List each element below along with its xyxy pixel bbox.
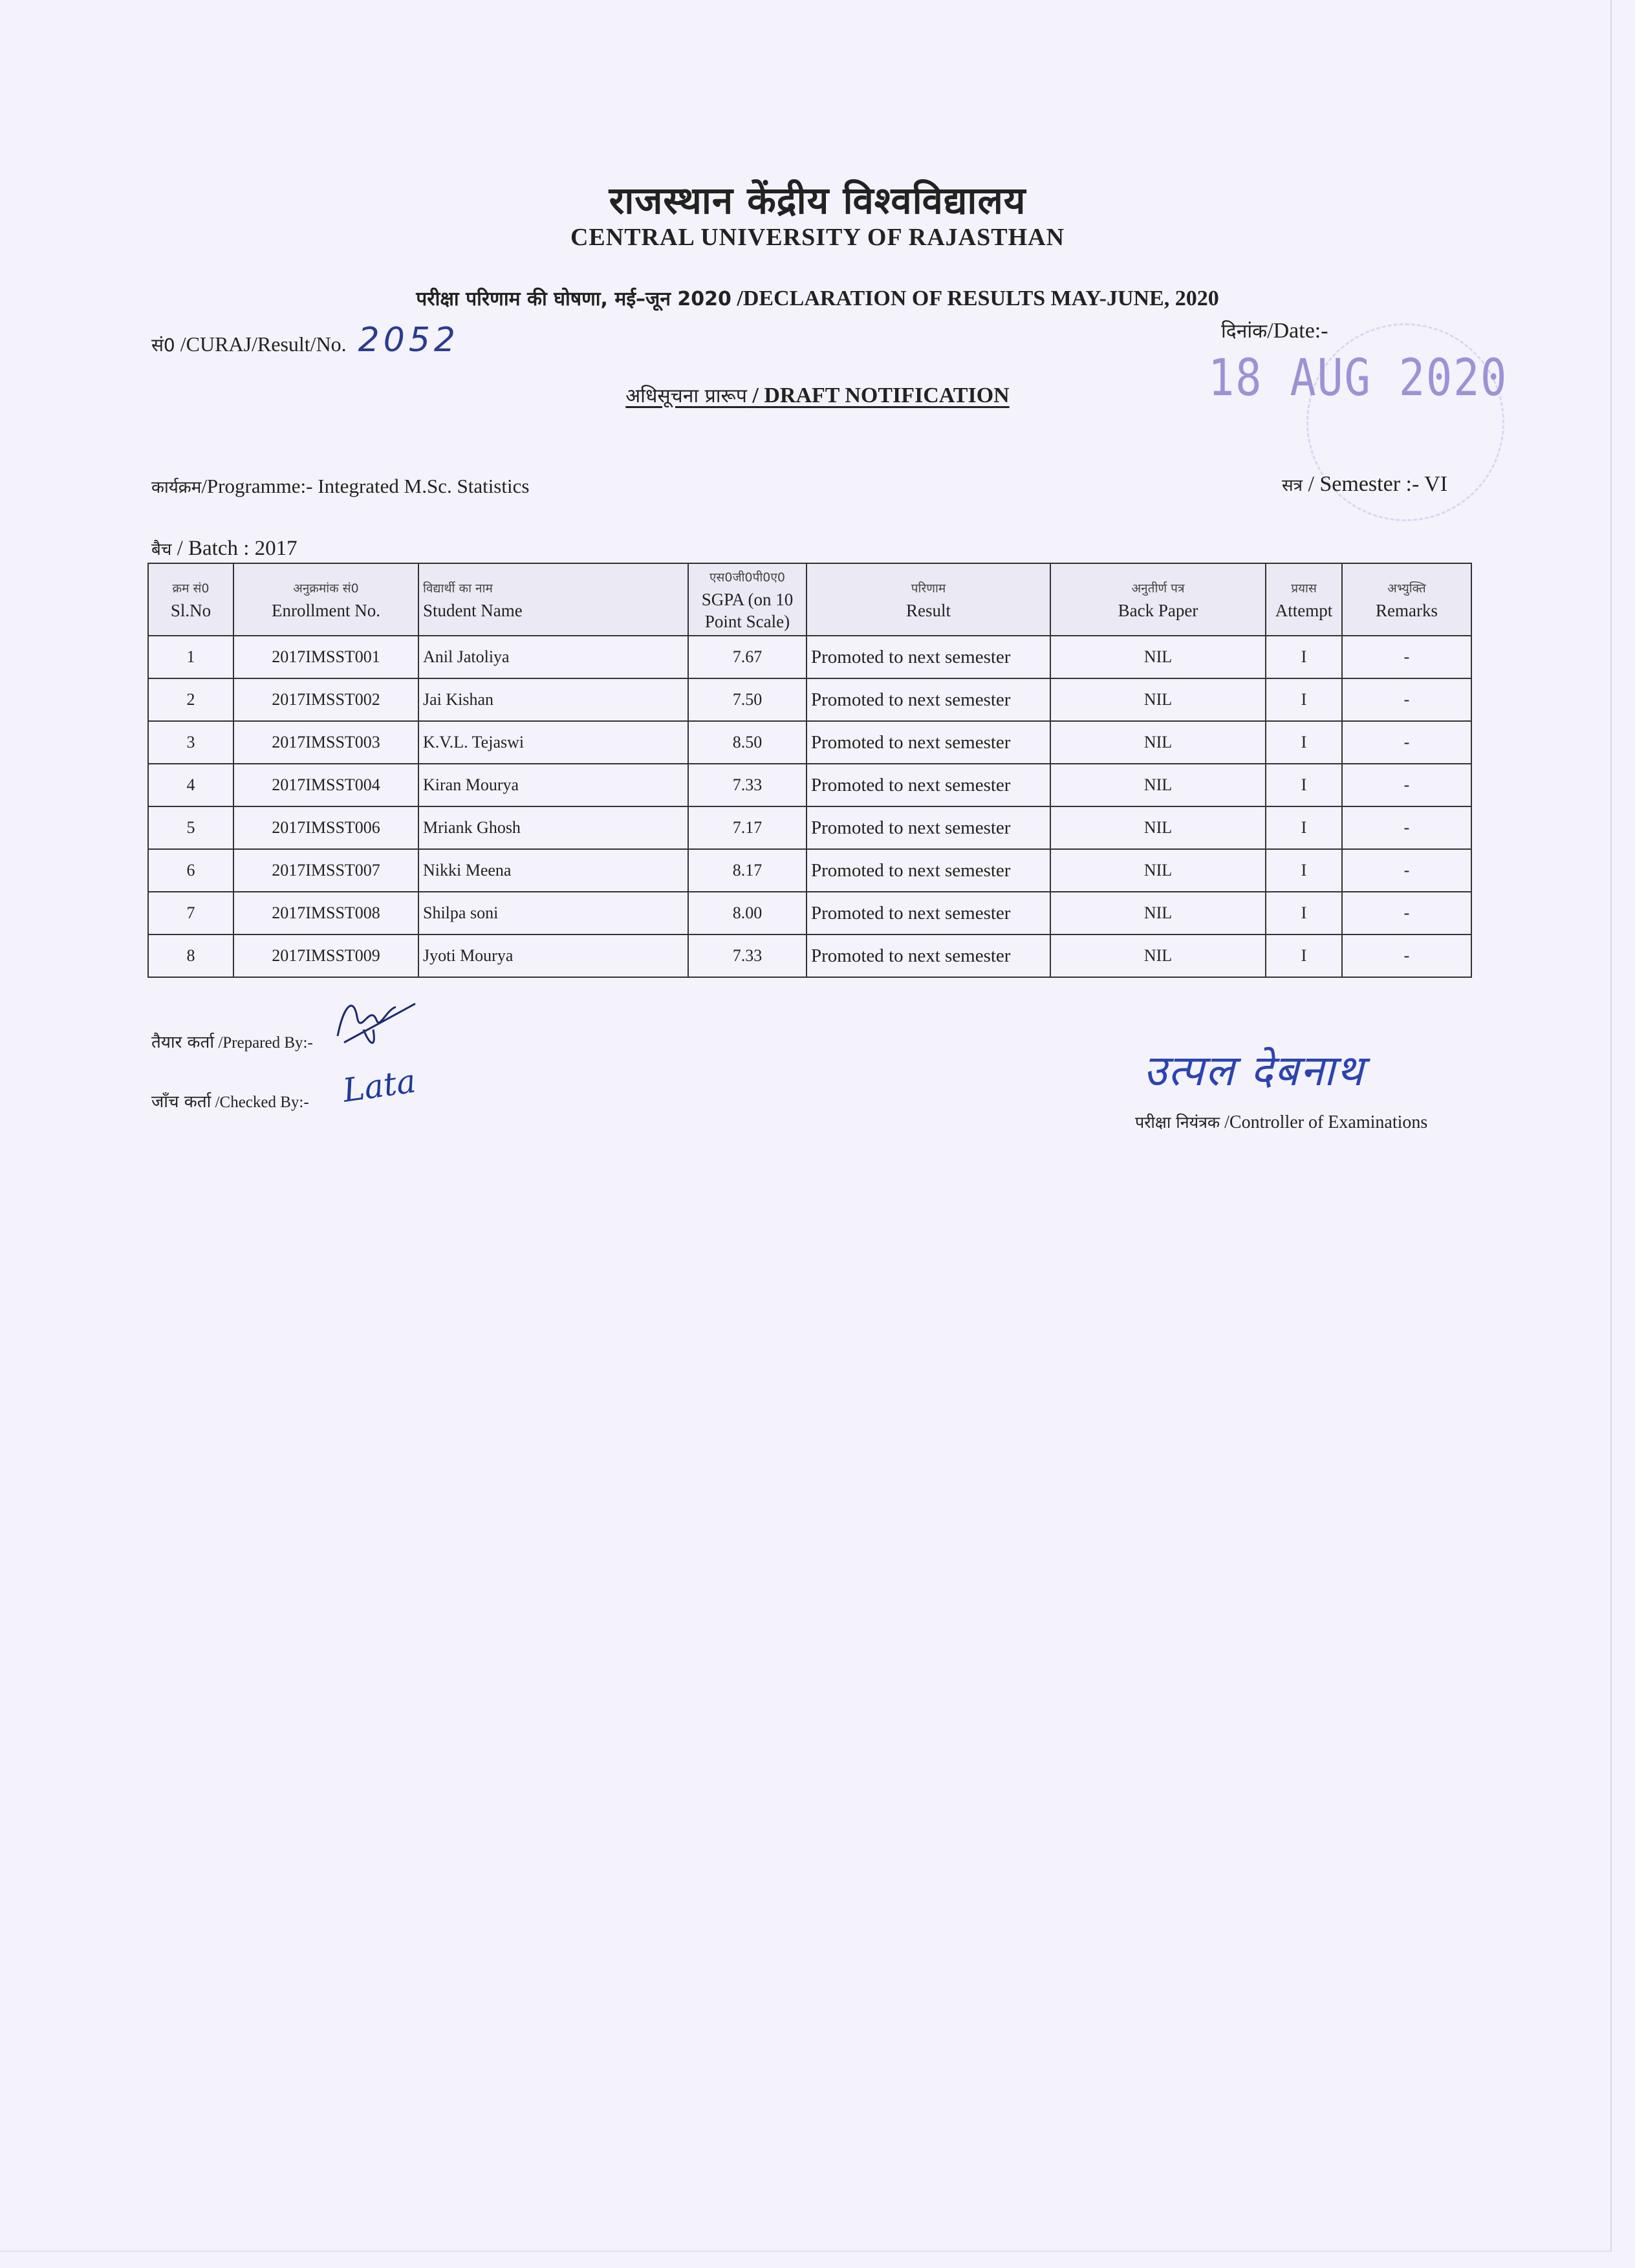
- cell-result: Promoted to next semester: [807, 721, 1050, 764]
- cell-sl: 8: [148, 934, 233, 977]
- cell-enrollment: 2017IMSST004: [233, 764, 418, 806]
- checked-by-line: [151, 1089, 309, 1112]
- reference-line: [151, 321, 459, 360]
- cell-remarks: -: [1342, 892, 1471, 934]
- cell-remarks: -: [1342, 934, 1471, 977]
- header-enrollment: अनुक्रमांक सं0 Enrollment No.: [233, 563, 418, 636]
- header-attempt: प्रयास Attempt: [1266, 563, 1342, 636]
- controller-label: [1135, 1111, 1427, 1133]
- cell-sgpa: 7.33: [688, 764, 807, 806]
- cell-sgpa: 8.17: [688, 849, 807, 892]
- batch-line: [151, 537, 298, 561]
- cell-remarks: -: [1342, 764, 1471, 806]
- cell-attempt: I: [1266, 806, 1342, 849]
- cell-result: Promoted to next semester: [807, 636, 1050, 678]
- cell-back-paper: NIL: [1050, 892, 1266, 934]
- table-row: [148, 892, 1471, 934]
- declaration-hindi: परीक्षा परिणाम की घोषणा, मई–जून 2020: [416, 288, 731, 310]
- programme-line: [151, 475, 529, 498]
- table-header-row: [148, 563, 1471, 636]
- cell-attempt: I: [1266, 678, 1342, 721]
- cell-enrollment: 2017IMSST008: [233, 892, 418, 934]
- cell-student-name: Mriank Ghosh: [418, 806, 688, 849]
- cell-sgpa: 7.50: [688, 678, 807, 721]
- cell-remarks: -: [1342, 721, 1471, 764]
- declaration-english: /DECLARATION OF RESULTS MAY-JUNE, 2020: [737, 286, 1219, 310]
- prepared-label-english: /Prepared By:-: [214, 1034, 313, 1052]
- cell-sgpa: 7.33: [688, 934, 807, 977]
- reference-number: 2052: [358, 321, 460, 360]
- cell-remarks: -: [1342, 849, 1471, 892]
- cell-attempt: I: [1266, 764, 1342, 806]
- cell-enrollment: 2017IMSST009: [233, 934, 418, 977]
- cell-result: Promoted to next semester: [807, 849, 1050, 892]
- draft-notification-heading: [0, 382, 1635, 408]
- cell-attempt: I: [1266, 721, 1342, 764]
- cell-result: Promoted to next semester: [807, 764, 1050, 806]
- date-label-english: /Date:-: [1267, 319, 1328, 343]
- cell-sl: 2: [148, 678, 233, 721]
- cell-sl: 4: [148, 764, 233, 806]
- checked-by-signature: Lata: [340, 1062, 418, 1110]
- cell-remarks: -: [1342, 678, 1471, 721]
- cell-sl: 3: [148, 721, 233, 764]
- cell-sl: 7: [148, 892, 233, 934]
- semester-value: VI: [1424, 472, 1448, 496]
- date-stamp: 18 AUG 2020: [1208, 349, 1508, 407]
- header-sgpa: एस0जी0पी0ए0 SGPA (on 10 Point Scale): [688, 563, 807, 636]
- university-title-english: CENTRAL UNIVERSITY OF RAJASTHAN: [570, 224, 1065, 251]
- semester-label-english: / Semester :-: [1302, 472, 1420, 496]
- table-row: [148, 934, 1471, 977]
- cell-sgpa: 8.00: [688, 892, 807, 934]
- cell-attempt: I: [1266, 849, 1342, 892]
- batch-label-hindi: बैच: [151, 540, 172, 559]
- results-table: [147, 563, 1472, 978]
- controller-label-hindi: परीक्षा नियंत्रक: [1135, 1113, 1220, 1132]
- draft-english: / DRAFT NOTIFICATION: [746, 383, 1010, 407]
- cell-attempt: I: [1266, 892, 1342, 934]
- cell-back-paper: NIL: [1050, 678, 1266, 721]
- controller-signature: उत्पल देबनाथ: [1143, 1046, 1365, 1096]
- cell-enrollment: 2017IMSST003: [233, 721, 418, 764]
- header-student-name: विद्यार्थी का नाम Student Name: [418, 563, 688, 636]
- prepared-by-signature: [325, 991, 422, 1055]
- cell-attempt: I: [1266, 636, 1342, 678]
- cell-result: Promoted to next semester: [807, 678, 1050, 721]
- header-sl: क्रम सं0 Sl.No: [148, 563, 233, 636]
- cell-remarks: -: [1342, 636, 1471, 678]
- table-row: [148, 764, 1471, 806]
- date-label-hindi: दिनांक: [1221, 320, 1268, 343]
- batch-value: 2017: [254, 537, 298, 560]
- cell-result: Promoted to next semester: [807, 806, 1050, 849]
- batch-label-english: / Batch :: [171, 537, 250, 560]
- programme-label-hindi: कार्यक्रम: [151, 478, 202, 497]
- cell-back-paper: NIL: [1050, 721, 1266, 764]
- controller-label-english: /Controller of Examinations: [1220, 1112, 1428, 1132]
- draft-hindi: अधिसूचना प्रारूप: [625, 385, 747, 407]
- cell-student-name: Nikki Meena: [418, 849, 688, 892]
- cell-enrollment: 2017IMSST006: [233, 806, 418, 849]
- cell-student-name: Jyoti Mourya: [418, 934, 688, 977]
- cell-back-paper: NIL: [1050, 764, 1266, 806]
- cell-result: Promoted to next semester: [807, 892, 1050, 934]
- university-title-hindi: राजस्थान केंद्रीय विश्वविद्यालय: [609, 178, 1026, 222]
- table-row: [148, 806, 1471, 849]
- checked-label-english: /Checked By:-: [211, 1094, 309, 1111]
- programme-value: Integrated M.Sc. Statistics: [318, 475, 530, 497]
- prepared-label-hindi: तैयार कर्ता: [151, 1033, 215, 1052]
- cell-back-paper: NIL: [1050, 849, 1266, 892]
- table-row: [148, 721, 1471, 764]
- cell-sl: 5: [148, 806, 233, 849]
- cell-result: Promoted to next semester: [807, 934, 1050, 977]
- cell-enrollment: 2017IMSST002: [233, 678, 418, 721]
- cell-enrollment: 2017IMSST007: [233, 849, 418, 892]
- cell-student-name: Shilpa soni: [418, 892, 688, 934]
- cell-remarks: -: [1342, 806, 1471, 849]
- checked-label-hindi: जाँच कर्ता: [151, 1092, 211, 1112]
- header-result: परिणाम Result: [807, 563, 1050, 636]
- table-row: [148, 636, 1471, 678]
- table-row: [148, 678, 1471, 721]
- semester-line: [1282, 472, 1447, 497]
- cell-back-paper: NIL: [1050, 806, 1266, 849]
- reference-label-english: /CURAJ/Result/No.: [180, 332, 347, 356]
- prepared-by-line: [151, 1030, 313, 1053]
- reference-label-hindi: सं0: [151, 334, 175, 356]
- cell-sgpa: 7.17: [688, 806, 807, 849]
- cell-sgpa: 7.67: [688, 636, 807, 678]
- cell-attempt: I: [1266, 934, 1342, 977]
- cell-student-name: Kiran Mourya: [418, 764, 688, 806]
- table-row: [148, 849, 1471, 892]
- cell-sl: 1: [148, 636, 233, 678]
- date-label: [1221, 317, 1328, 343]
- cell-student-name: Jai Kishan: [418, 678, 688, 721]
- cell-student-name: Anil Jatoliya: [418, 636, 688, 678]
- cell-enrollment: 2017IMSST001: [233, 636, 418, 678]
- header-back-paper: अनुतीर्ण पत्र Back Paper: [1050, 563, 1266, 636]
- cell-back-paper: NIL: [1050, 934, 1266, 977]
- cell-sgpa: 8.50: [688, 721, 807, 764]
- cell-back-paper: NIL: [1050, 636, 1266, 678]
- programme-label-english: /Programme:-: [201, 475, 313, 497]
- declaration-heading: [0, 285, 1635, 311]
- header-remarks: अभ्युक्ति Remarks: [1342, 563, 1471, 636]
- cell-student-name: K.V.L. Tejaswi: [418, 721, 688, 764]
- cell-sl: 6: [148, 849, 233, 892]
- semester-label-hindi: सत्र: [1282, 476, 1303, 495]
